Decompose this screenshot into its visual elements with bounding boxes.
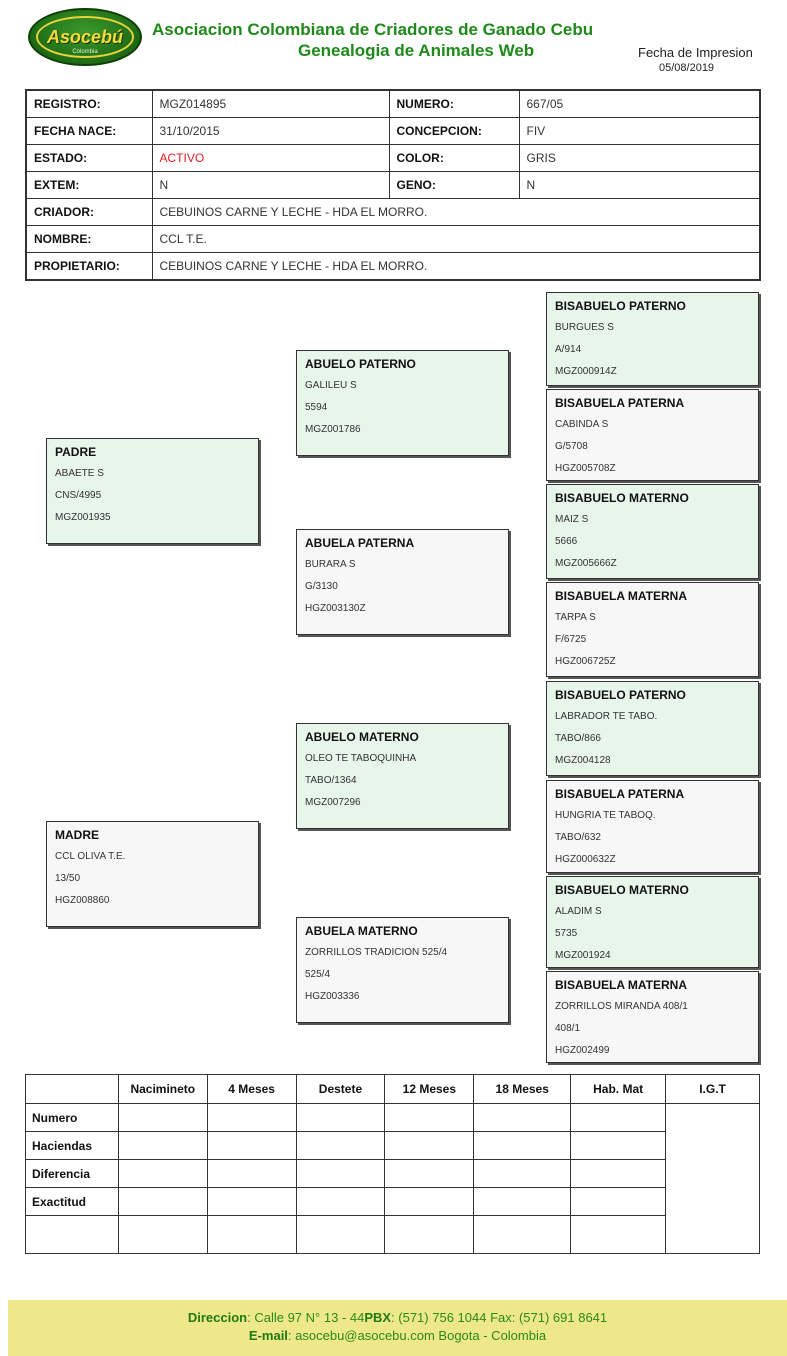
abuelo-paterno-name: GALILEU S	[305, 380, 357, 391]
table-cell	[385, 1160, 474, 1188]
abuelo-paterno-number: 5594	[305, 402, 328, 413]
geno-label: GENO:	[389, 172, 519, 199]
page-title: Asociacion Colombiana de Criadores de Ganado Cebu	[152, 20, 594, 39]
bisabuelo-3-registro: MGZ005666Z	[555, 558, 617, 569]
table-cell	[207, 1188, 296, 1216]
propietario-label: PROPIETARIO:	[26, 253, 152, 281]
table-cell	[474, 1160, 571, 1188]
logo-subtext: Colombia	[72, 49, 98, 55]
abuela-paterna-registro: HGZ003130Z	[305, 603, 366, 614]
bisabuela-box-2	[546, 389, 759, 481]
abuela-paterna-title: ABUELA PATERNA	[305, 536, 415, 550]
abuela-paterna-box	[296, 529, 509, 635]
madre-number: 13/50	[55, 873, 81, 884]
bisabuela-8-name: ZORRILLOS MIRANDA 408/1	[555, 1001, 688, 1012]
info-row-extem	[26, 172, 760, 199]
header-destete: Destete	[296, 1075, 385, 1104]
print-date: 05/08/2019	[659, 62, 715, 74]
extem-label: EXTEM:	[26, 172, 152, 199]
table-cell	[385, 1188, 474, 1216]
bisabuelo-5-registro: MGZ004128	[555, 755, 611, 766]
info-row-registro	[26, 90, 760, 118]
table-cell	[474, 1188, 571, 1216]
abuelo-materno-title: ABUELO MATERNO	[305, 730, 419, 744]
padre-registro: MGZ001935	[55, 512, 111, 523]
table-cell	[571, 1132, 666, 1160]
row-label-haciendas: Haciendas	[26, 1132, 119, 1160]
footer-pbx-label: PBX	[364, 1310, 392, 1325]
fecha-value: 31/10/2015	[152, 118, 389, 145]
abuelo-materno-name: OLEO TE TABOQUINHA	[305, 753, 417, 764]
estado-value: ACTIVO	[152, 145, 389, 172]
abuela-paterna-name: BURARA S	[305, 559, 356, 570]
footer-address-value: : Calle 97 N° 13 - 44	[247, 1310, 365, 1325]
nombre-value: CCL T.E.	[152, 226, 760, 253]
abuela-materna-title: ABUELA MATERNO	[305, 924, 418, 938]
table-row	[26, 1160, 760, 1188]
bisabuela-4-title: BISABUELA MATERNA	[555, 589, 687, 603]
table-cell	[474, 1132, 571, 1160]
bisabuela-8-title: BISABUELA MATERNA	[555, 978, 687, 992]
fecha-label: FECHA NACE:	[26, 118, 152, 145]
abuelo-paterno-registro: MGZ001786	[305, 424, 361, 435]
performance-table	[25, 1074, 760, 1254]
numero-label: NUMERO:	[389, 90, 519, 118]
bisabuela-6-title: BISABUELA PATERNA	[555, 787, 685, 801]
registro-label: REGISTRO:	[26, 90, 152, 118]
performance-header-row	[26, 1075, 760, 1104]
table-cell	[385, 1216, 474, 1254]
table-row	[26, 1216, 760, 1254]
header-nacimiento: Nacimineto	[118, 1075, 207, 1104]
page-subtitle: Genealogia de Animales Web	[298, 41, 535, 60]
color-label: COLOR:	[389, 145, 519, 172]
footer	[8, 1300, 787, 1356]
geno-value: N	[519, 172, 760, 199]
bisabuelo-7-number: 5735	[555, 928, 578, 939]
table-cell	[26, 1216, 119, 1254]
abuela-materna-box	[296, 917, 509, 1023]
table-cell	[296, 1188, 385, 1216]
asocebu-logo	[28, 8, 142, 66]
table-row	[26, 1104, 760, 1132]
table-cell	[118, 1132, 207, 1160]
bisabuelo-5-number: TABO/866	[555, 733, 601, 744]
table-cell	[296, 1132, 385, 1160]
row-label-diferencia: Diferencia	[26, 1160, 119, 1188]
bisabuela-2-number: G/5708	[555, 441, 588, 452]
numero-value: 667/05	[519, 90, 760, 118]
estado-label: ESTADO:	[26, 145, 152, 172]
bisabuela-box-8	[546, 971, 759, 1063]
madre-box	[46, 821, 259, 927]
table-cell	[296, 1160, 385, 1188]
table-cell	[207, 1104, 296, 1132]
bisabuela-8-number: 408/1	[555, 1023, 581, 1034]
nombre-label: NOMBRE:	[26, 226, 152, 253]
header-12-meses: 12 Meses	[385, 1075, 474, 1104]
madre-registro: HGZ008860	[55, 895, 110, 906]
bisabuela-4-name: TARPA S	[555, 612, 596, 623]
bisabuela-2-registro: HGZ005708Z	[555, 463, 616, 474]
abuelo-paterno-title: ABUELO PATERNO	[305, 357, 416, 371]
bisabuelo-1-name: BURGUES S	[555, 322, 614, 333]
abuela-materna-number: 525/4	[305, 969, 331, 980]
bisabuelo-7-name: ALADIM S	[555, 906, 602, 917]
abuelo-materno-box	[296, 723, 509, 829]
table-cell	[296, 1104, 385, 1132]
table-cell	[118, 1216, 207, 1254]
abuela-paterna-number: G/3130	[305, 581, 338, 592]
header-4-meses: 4 Meses	[207, 1075, 296, 1104]
madre-name: CCL OLIVA T.E.	[55, 851, 126, 862]
table-cell	[296, 1216, 385, 1254]
padre-number: CNS/4995	[55, 490, 102, 501]
igt-cell	[666, 1104, 760, 1254]
table-cell	[571, 1188, 666, 1216]
bisabuelo-box-5	[546, 681, 759, 776]
table-cell	[571, 1216, 666, 1254]
bisabuela-4-registro: HGZ006725Z	[555, 656, 616, 667]
abuelo-paterno-box	[296, 350, 509, 456]
padre-box	[46, 438, 259, 544]
abuela-materna-registro: HGZ003336	[305, 991, 360, 1002]
abuelo-materno-number: TABO/1364	[305, 775, 357, 786]
header-18-meses: 18 Meses	[474, 1075, 571, 1104]
table-row	[26, 1132, 760, 1160]
padre-name: ABAETE S	[55, 468, 104, 479]
info-row-propietario	[26, 253, 760, 281]
bisabuela-6-name: HUNGRIA TE TABOQ.	[555, 810, 656, 821]
bisabuelo-5-title: BISABUELO PATERNO	[555, 688, 686, 702]
print-date-label: Fecha de Impresion	[638, 45, 753, 60]
table-cell	[207, 1160, 296, 1188]
row-label-numero: Numero	[26, 1104, 119, 1132]
criador-value: CEBUINOS CARNE Y LECHE - HDA EL MORRO.	[152, 199, 760, 226]
abuela-materna-name: ZORRILLOS TRADICION 525/4	[305, 947, 448, 958]
bisabuela-box-6	[546, 780, 759, 873]
table-cell	[474, 1216, 571, 1254]
bisabuela-6-registro: HGZ000632Z	[555, 854, 616, 865]
bisabuelo-3-title: BISABUELO MATERNO	[555, 491, 689, 505]
bisabuelo-5-name: LABRADOR TE TABO.	[555, 711, 658, 722]
color-value: GRIS	[519, 145, 760, 172]
concepcion-value: FIV	[519, 118, 760, 145]
animal-info-table	[25, 89, 761, 281]
bisabuelo-1-registro: MGZ000914Z	[555, 366, 617, 377]
table-cell	[385, 1132, 474, 1160]
bisabuela-2-title: BISABUELA PATERNA	[555, 396, 685, 410]
bisabuela-2-name: CABINDA S	[555, 419, 609, 430]
table-row	[26, 1188, 760, 1216]
row-label-exactitud: Exactitud	[26, 1188, 119, 1216]
table-cell	[571, 1104, 666, 1132]
bisabuelo-1-title: BISABUELO PATERNO	[555, 299, 686, 313]
bisabuela-4-number: F/6725	[555, 634, 587, 645]
bisabuelo-box-3	[546, 484, 759, 579]
footer-email-line	[8, 1328, 787, 1343]
bisabuelo-box-7	[546, 876, 759, 968]
footer-email-value: : asocebu@asocebu.com Bogota - Colombia	[287, 1328, 547, 1343]
bisabuelo-3-name: MAIZ S	[555, 514, 589, 525]
registro-value: MGZ014895	[152, 90, 389, 118]
bisabuelo-box-1	[546, 292, 759, 386]
table-cell	[474, 1104, 571, 1132]
bisabuelo-1-number: A/914	[555, 344, 582, 355]
table-cell	[207, 1216, 296, 1254]
header-empty-cell	[26, 1075, 119, 1104]
bisabuela-8-registro: HGZ002499	[555, 1045, 610, 1056]
table-cell	[207, 1132, 296, 1160]
table-cell	[571, 1160, 666, 1188]
bisabuelo-3-number: 5666	[555, 536, 578, 547]
table-cell	[118, 1104, 207, 1132]
info-row-estado	[26, 145, 760, 172]
extem-value: N	[152, 172, 389, 199]
footer-pbx-value: : (571) 756 1044 Fax: (571) 691 8641	[391, 1310, 608, 1325]
bisabuelo-7-registro: MGZ001924	[555, 950, 611, 961]
info-row-criador	[26, 199, 760, 226]
footer-address-line	[8, 1310, 787, 1325]
footer-email-label: E-mail	[248, 1328, 288, 1343]
bisabuela-box-4	[546, 582, 759, 677]
madre-title: MADRE	[55, 828, 99, 842]
info-row-nombre	[26, 226, 760, 253]
header-hab-mat: Hab. Mat	[571, 1075, 666, 1104]
concepcion-label: CONCEPCION:	[389, 118, 519, 145]
info-row-fecha	[26, 118, 760, 145]
criador-label: CRIADOR:	[26, 199, 152, 226]
logo-text: Asocebú	[46, 27, 124, 47]
header-igt: I.G.T	[666, 1075, 760, 1104]
table-cell	[118, 1188, 207, 1216]
footer-address-label: Direccion	[187, 1310, 248, 1325]
padre-title: PADRE	[55, 445, 97, 459]
abuelo-materno-registro: MGZ007296	[305, 797, 361, 808]
bisabuela-6-number: TABO/632	[555, 832, 601, 843]
bisabuelo-7-title: BISABUELO MATERNO	[555, 883, 689, 897]
table-cell	[385, 1104, 474, 1132]
table-cell	[118, 1160, 207, 1188]
propietario-value: CEBUINOS CARNE Y LECHE - HDA EL MORRO.	[152, 253, 760, 281]
